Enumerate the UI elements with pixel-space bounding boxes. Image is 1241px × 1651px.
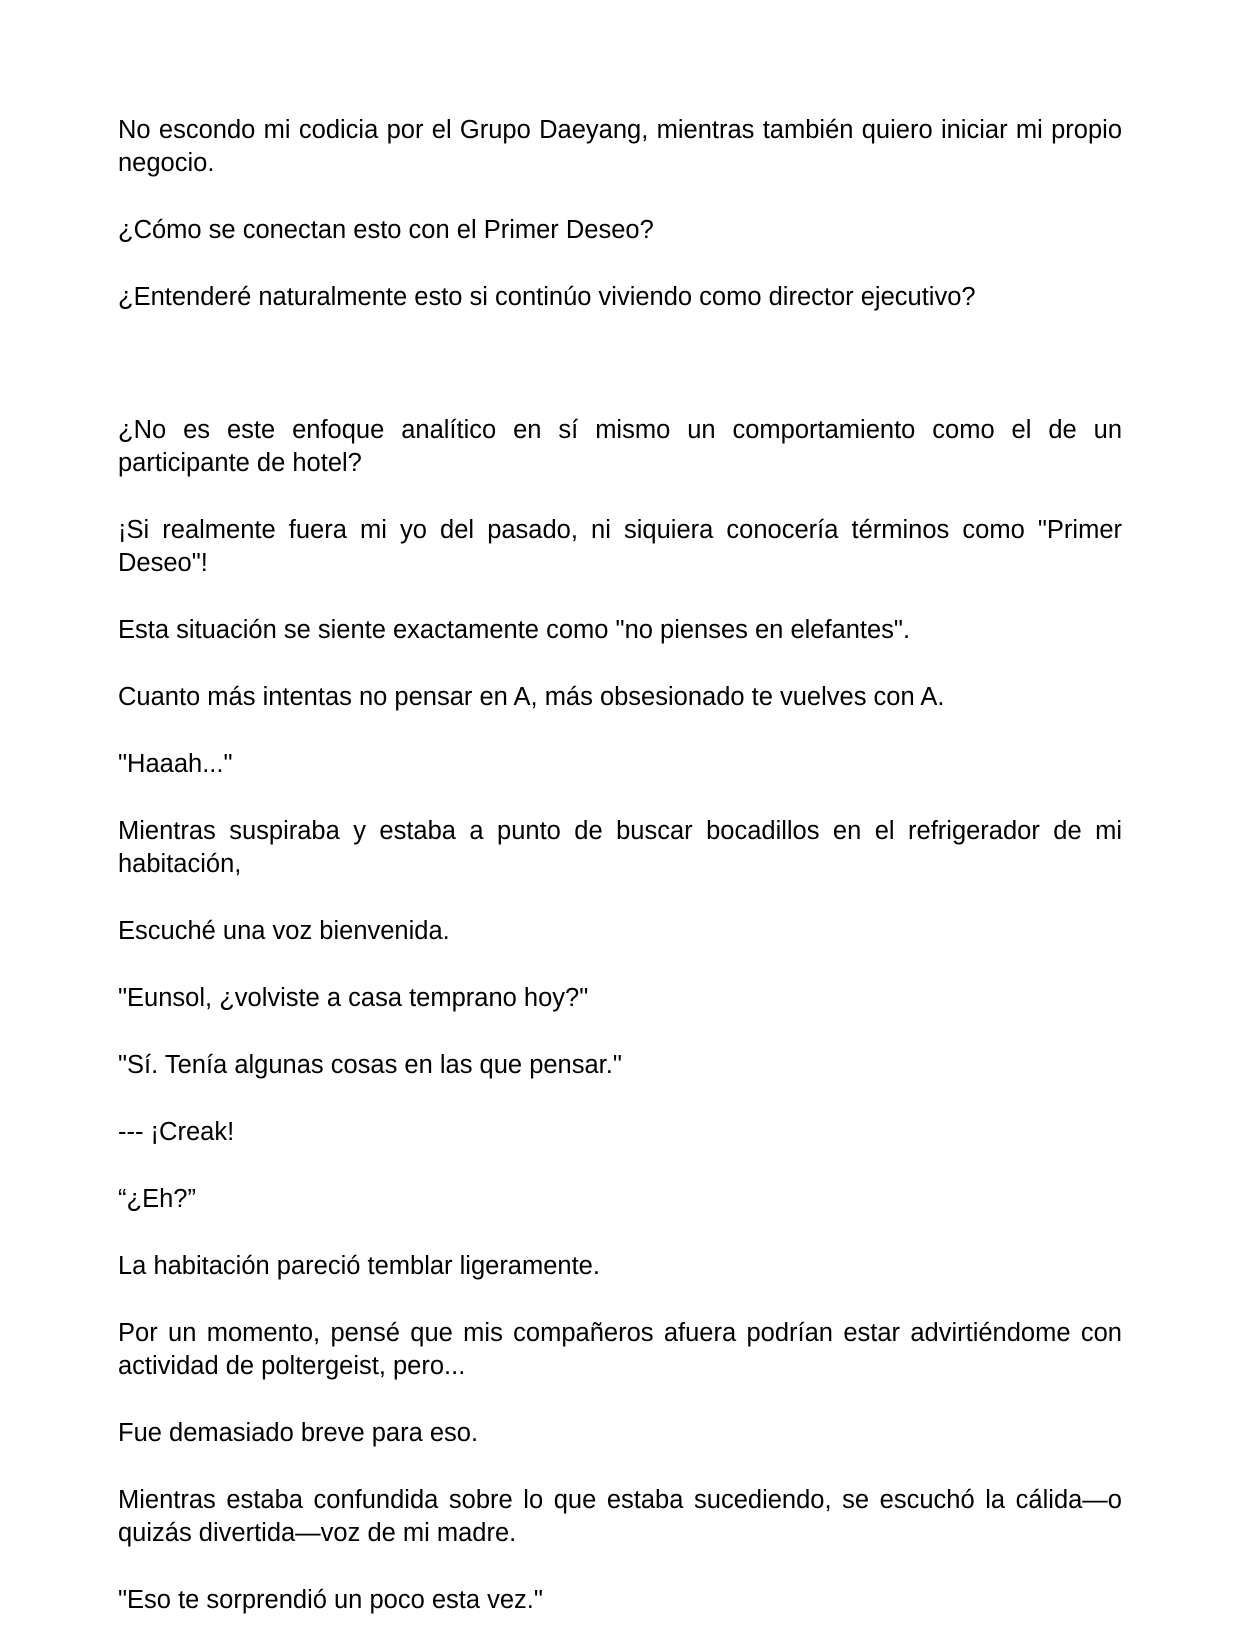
paragraph: "Eunsol, ¿volviste a casa temprano hoy?" [118,984,589,1012]
paragraph: ¿No es este enfoque analítico en sí mismo un comportamiento como el de un participante de hotel? [118,416,1122,477]
paragraph: Cuanto más intentas no pensar en A, más obsesionado te vuelves con A. [118,683,945,711]
paragraph: Por un momento, pensé que mis compañeros afuera podrían estar advirtiéndome con actividad de poltergeist, pero... [118,1319,1122,1380]
paragraph: Escuché una voz bienvenida. [118,917,450,945]
paragraph: --- ¡Creak! [118,1118,235,1146]
paragraph: La habitación pareció temblar ligeramente. [118,1252,600,1280]
document-page [118,114,1122,1651]
paragraph: ¡Si realmente fuera mi yo del pasado, ni siquiera conocería términos como "Primer Deseo"! [118,516,1122,577]
paragraph: Mientras estaba confundida sobre lo que estaba sucediendo, se escuchó la cálida—o quizás divertida—voz de mi madre. [118,1486,1122,1547]
paragraph: Mientras suspiraba y estaba a punto de buscar bocadillos en el refrigerador de mi habitación, [118,817,1122,878]
paragraph: ¿Cómo se conectan esto con el Primer Deseo? [118,216,654,244]
paragraph: "Sí. Tenía algunas cosas en las que pensar." [118,1051,622,1079]
paragraph: "Eso te sorprendió un poco esta vez." [118,1586,543,1614]
paragraph: "Haaah..." [118,750,233,778]
paragraph: Esta situación se siente exactamente como "no pienses en elefantes". [118,616,911,644]
paragraph: No escondo mi codicia por el Grupo Daeyang, mientras también quiero iniciar mi propio negocio. [118,116,1122,177]
paragraph: “¿Eh?” [118,1185,196,1213]
paragraph: Fue demasiado breve para eso. [118,1419,479,1447]
paragraph: ¿Entenderé naturalmente esto si continúo viviendo como director ejecutivo? [118,283,976,311]
